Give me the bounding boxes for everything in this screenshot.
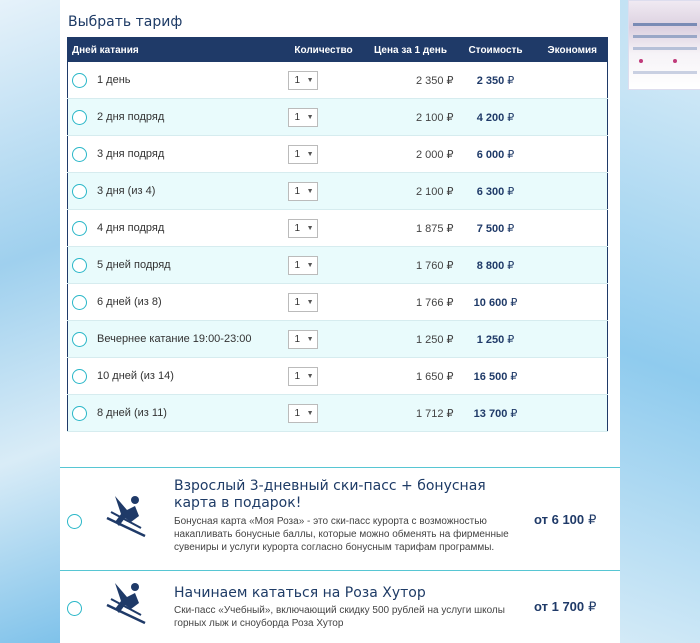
promo-description: Ски-пасс «Учебный», включающий скидку 500 рублей на услуги школы горных лыж и сноуборда Роза Хутор	[174, 605, 505, 629]
currency: ₽	[446, 407, 454, 420]
table-row[interactable]	[68, 99, 608, 136]
row-name-wrap	[68, 406, 280, 421]
currency: ₽	[507, 185, 515, 198]
row-name: 3 дня подряд	[97, 148, 165, 160]
row-name-wrap	[68, 221, 280, 236]
cell-total	[454, 358, 538, 395]
cell-total	[454, 210, 538, 247]
cell-total	[454, 321, 538, 358]
promo-description: Бонусная карта «Моя Роза» - это ски-пасс курорта с возможностью накапливать бонусные баллы, которые можно обменять на фирменные сувениры и услуги курорта согласно бонусным тарифам программы.	[174, 516, 509, 553]
total-value: 6 300	[476, 185, 505, 198]
promo-item[interactable]	[60, 570, 620, 643]
price-value: 2 100	[415, 111, 444, 124]
cell-quantity	[280, 62, 368, 99]
radio-icon[interactable]	[72, 221, 87, 236]
quantity-value: 1	[294, 74, 301, 86]
quantity-value: 1	[294, 148, 301, 160]
cell-quantity	[280, 173, 368, 210]
tariff-table	[67, 37, 608, 432]
cell-saving	[538, 99, 608, 136]
currency: ₽	[446, 333, 454, 346]
cell-saving	[538, 358, 608, 395]
quantity-value: 1	[294, 111, 301, 123]
cell-saving	[538, 136, 608, 173]
cell-total	[454, 99, 538, 136]
table-row[interactable]	[68, 173, 608, 210]
row-name: 6 дней (из 8)	[97, 296, 162, 308]
cell-price	[368, 210, 454, 247]
cell-total	[454, 62, 538, 99]
quantity-select[interactable]	[288, 71, 318, 90]
row-name-wrap	[68, 332, 280, 347]
price-value: 1 760	[415, 259, 444, 272]
row-name: 1 день	[97, 74, 131, 86]
quantity-value: 1	[294, 296, 301, 308]
currency: ₽	[446, 74, 454, 87]
row-name: 10 дней (из 14)	[97, 370, 174, 382]
row-name-wrap	[68, 110, 280, 125]
cell-total	[454, 136, 538, 173]
quantity-value: 1	[294, 222, 301, 234]
table-row[interactable]	[68, 136, 608, 173]
total-value: 8 800	[476, 259, 505, 272]
chevron-down-icon: ▼	[306, 76, 314, 84]
cell-price	[368, 173, 454, 210]
header-total: Стоимость	[454, 38, 538, 63]
cell-quantity	[280, 210, 368, 247]
cell-price	[368, 62, 454, 99]
quantity-select[interactable]	[288, 108, 318, 127]
currency: ₽	[510, 407, 518, 420]
cell-price	[368, 99, 454, 136]
chevron-down-icon: ▼	[306, 372, 314, 380]
row-name: 8 дней (из 11)	[97, 407, 167, 419]
cell-days	[68, 284, 280, 321]
cell-saving	[538, 284, 608, 321]
quantity-select[interactable]	[288, 330, 318, 349]
promo-title[interactable]: Начинаем кататься на Роза Хутор	[174, 585, 426, 601]
price-value: 1 712	[415, 407, 444, 420]
total-value: 1 250	[476, 333, 505, 346]
quantity-value: 1	[294, 259, 301, 271]
quantity-select[interactable]	[288, 404, 318, 423]
currency: ₽	[507, 222, 515, 235]
background-right	[620, 90, 700, 643]
promo-list	[60, 467, 620, 643]
quantity-value: 1	[294, 370, 301, 382]
currency: ₽	[446, 296, 454, 309]
cell-quantity	[280, 395, 368, 432]
cell-price	[368, 136, 454, 173]
cell-days	[68, 247, 280, 284]
currency: ₽	[446, 222, 454, 235]
cell-quantity	[280, 99, 368, 136]
cell-days	[68, 210, 280, 247]
promo-price	[534, 512, 596, 528]
cell-quantity	[280, 136, 368, 173]
radio-icon[interactable]	[72, 369, 87, 384]
chevron-down-icon: ▼	[306, 335, 314, 343]
row-name: 4 дня подряд	[97, 222, 165, 234]
skier-icon	[105, 579, 149, 625]
quantity-select[interactable]	[288, 219, 318, 238]
price-value: 2 350	[415, 74, 444, 87]
chevron-down-icon: ▼	[306, 187, 314, 195]
radio-icon[interactable]	[72, 258, 87, 273]
cell-price	[368, 247, 454, 284]
cell-saving	[538, 247, 608, 284]
price-value: 1 766	[415, 296, 444, 309]
price-value: 1 875	[415, 222, 444, 235]
table-row[interactable]	[68, 210, 608, 247]
quantity-value: 1	[294, 407, 301, 419]
chevron-down-icon: ▼	[306, 409, 314, 417]
price-value: 2 100	[415, 185, 444, 198]
section-title: Выбрать тариф	[68, 14, 183, 30]
row-name-wrap	[68, 147, 280, 162]
quantity-select[interactable]	[288, 367, 318, 386]
currency: ₽	[507, 333, 515, 346]
header-saving: Экономия	[538, 38, 608, 63]
cell-saving	[538, 395, 608, 432]
cell-quantity	[280, 284, 368, 321]
row-name-wrap	[68, 295, 280, 310]
radio-icon[interactable]	[72, 184, 87, 199]
cell-days	[68, 173, 280, 210]
price-value: 1 650	[415, 370, 444, 383]
chevron-down-icon: ▼	[306, 150, 314, 158]
cell-days	[68, 321, 280, 358]
header-days: Дней катания	[68, 38, 280, 63]
cell-days	[68, 136, 280, 173]
radio-icon[interactable]	[72, 332, 87, 347]
row-name: 2 дня подряд	[97, 111, 165, 123]
quantity-value: 1	[294, 333, 301, 345]
price-value: 2 000	[415, 148, 444, 161]
tariff-panel	[60, 0, 620, 643]
cell-price	[368, 395, 454, 432]
quantity-select[interactable]	[288, 293, 318, 312]
cell-days	[68, 358, 280, 395]
currency: ₽	[507, 74, 515, 87]
cell-quantity	[280, 321, 368, 358]
cell-price	[368, 358, 454, 395]
cell-saving	[538, 321, 608, 358]
quantity-select[interactable]	[288, 145, 318, 164]
cell-days	[68, 62, 280, 99]
total-value: 6 000	[476, 148, 505, 161]
cell-price	[368, 284, 454, 321]
radio-icon[interactable]	[72, 73, 87, 88]
header-price: Цена за 1 день	[368, 38, 454, 63]
currency: ₽	[507, 111, 515, 124]
table-row[interactable]	[68, 62, 608, 99]
currency: ₽	[510, 370, 518, 383]
row-name: Вечернее катание 19:00-23:00	[97, 333, 252, 345]
cell-total	[454, 173, 538, 210]
cell-total	[454, 247, 538, 284]
skier-icon	[105, 492, 149, 538]
row-name: 5 дней подряд	[97, 259, 171, 271]
cell-price	[368, 321, 454, 358]
currency: ₽	[446, 259, 454, 272]
promo-currency: ₽	[588, 599, 597, 614]
cell-saving	[538, 173, 608, 210]
currency: ₽	[446, 111, 454, 124]
radio-icon[interactable]	[72, 406, 87, 421]
quantity-select[interactable]	[288, 182, 318, 201]
promo-price-value: от 1 700	[534, 599, 585, 614]
row-name-wrap	[68, 73, 280, 88]
row-name-wrap	[68, 369, 280, 384]
cell-saving	[538, 210, 608, 247]
header-quantity: Количество	[280, 38, 368, 63]
quantity-value: 1	[294, 185, 301, 197]
table-row[interactable]	[68, 321, 608, 358]
radio-icon[interactable]	[72, 295, 87, 310]
total-value: 16 500	[473, 370, 508, 383]
table-header	[68, 38, 608, 63]
cell-quantity	[280, 358, 368, 395]
chevron-down-icon: ▼	[306, 298, 314, 306]
cell-quantity	[280, 247, 368, 284]
currency: ₽	[507, 259, 515, 272]
table-row[interactable]	[68, 247, 608, 284]
cell-saving	[538, 62, 608, 99]
total-value: 2 350	[476, 74, 505, 87]
table-row[interactable]	[68, 358, 608, 395]
promo-title[interactable]: Взрослый 3-дневный ски-пасс + бонусная карта в подарок!	[174, 478, 486, 511]
row-name: 3 дня (из 4)	[97, 185, 156, 197]
table-row[interactable]	[68, 284, 608, 321]
radio-icon[interactable]	[72, 110, 87, 125]
radio-icon[interactable]	[72, 147, 87, 162]
currency: ₽	[446, 148, 454, 161]
currency: ₽	[446, 370, 454, 383]
radio-icon[interactable]	[67, 514, 82, 529]
promo-thumbnail[interactable]	[628, 0, 700, 90]
promo-price	[534, 599, 596, 615]
radio-icon[interactable]	[67, 601, 82, 616]
cell-total	[454, 284, 538, 321]
background-left	[0, 0, 60, 643]
total-value: 10 600	[473, 296, 508, 309]
currency: ₽	[446, 185, 454, 198]
total-value: 13 700	[473, 407, 508, 420]
chevron-down-icon: ▼	[306, 261, 314, 269]
currency: ₽	[510, 296, 518, 309]
promo-item[interactable]	[60, 467, 620, 570]
row-name-wrap	[68, 258, 280, 273]
cell-days	[68, 395, 280, 432]
promo-price-value: от 6 100	[534, 512, 585, 527]
price-value: 1 250	[415, 333, 444, 346]
total-value: 7 500	[476, 222, 505, 235]
chevron-down-icon: ▼	[306, 113, 314, 121]
cell-total	[454, 395, 538, 432]
cell-days	[68, 99, 280, 136]
currency: ₽	[507, 148, 515, 161]
table-row[interactable]	[68, 395, 608, 432]
chevron-down-icon: ▼	[306, 224, 314, 232]
promo-currency: ₽	[588, 512, 597, 527]
row-name-wrap	[68, 184, 280, 199]
total-value: 4 200	[476, 111, 505, 124]
quantity-select[interactable]	[288, 256, 318, 275]
